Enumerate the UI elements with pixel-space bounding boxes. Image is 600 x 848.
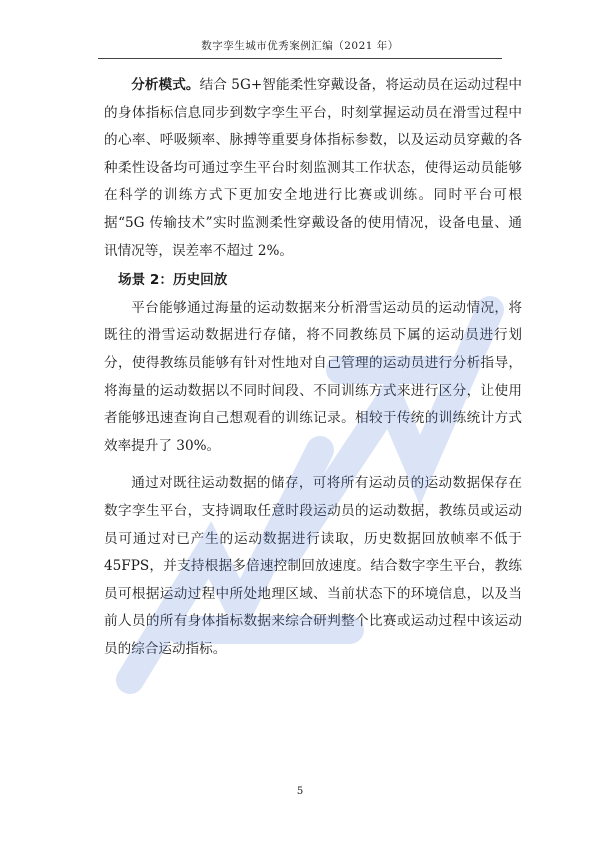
body-content [104,72,522,663]
scene-heading: 场景 2：历史回放 [118,272,228,289]
header-divider [98,58,502,59]
analysis-paragraph [104,72,522,265]
analysis-text: 结合 5G+智能柔性穿戴设备，将运动员在运动过程中的身体指标信息同步到数字孪生平台，时刻掌握运动员在滑雪过程中的心率、呼吸频率、脉搏等重要身体指标参数，以及运动员穿戴的各种柔性设备均可通过孪生平台时刻监测其工作状态，使得运动员能够在科学的训练方式下更加安全地进行比赛或训练。同时平台可根据“5G 传输技术”实时监测柔性穿戴设备的使用情况，设备电量、通讯情况等，误差率不超过 2%。 [104,77,523,259]
history-paragraph-2: 通过对既往运动数据的储存，可将所有运动员的运动数据保存在数字孪生平台，支持调取任意时段运动员的运动数据，教练员或运动员可通过对已产生的运动数据进行读取，历史数据回放帧率不低于 45FPS，并支持根据多倍速控制回放速度。结合数字孪生平台，教练员可根据运动过程中所处地理区域、当前状态下的环境信息，以及当前人员的所有身体指标数据来综合研判整个比赛或运动过程中该运动员的综合运动指标。 [104,475,522,657]
analysis-heading: 分析模式。 [131,77,200,93]
running-header: 数字孪生城市优秀案例汇编（2021 年） [201,40,399,52]
history-paragraph-1: 平台能够通过海量的运动数据来分析滑雪运动员的运动情况，将既往的滑雪运动数据进行存储，将不同教练员下属的运动员进行划分，使得教练员能够有针对性地对自己管理的运动员进行分析指导，将海量的运动数据以不同时间段、不同训练方式来进行区分，让使用者能够迅速查询自己想观看的训练记录。相较于传统的训练统计方式效率提升了 30%。 [104,299,522,454]
page-number: 5 [296,786,304,797]
